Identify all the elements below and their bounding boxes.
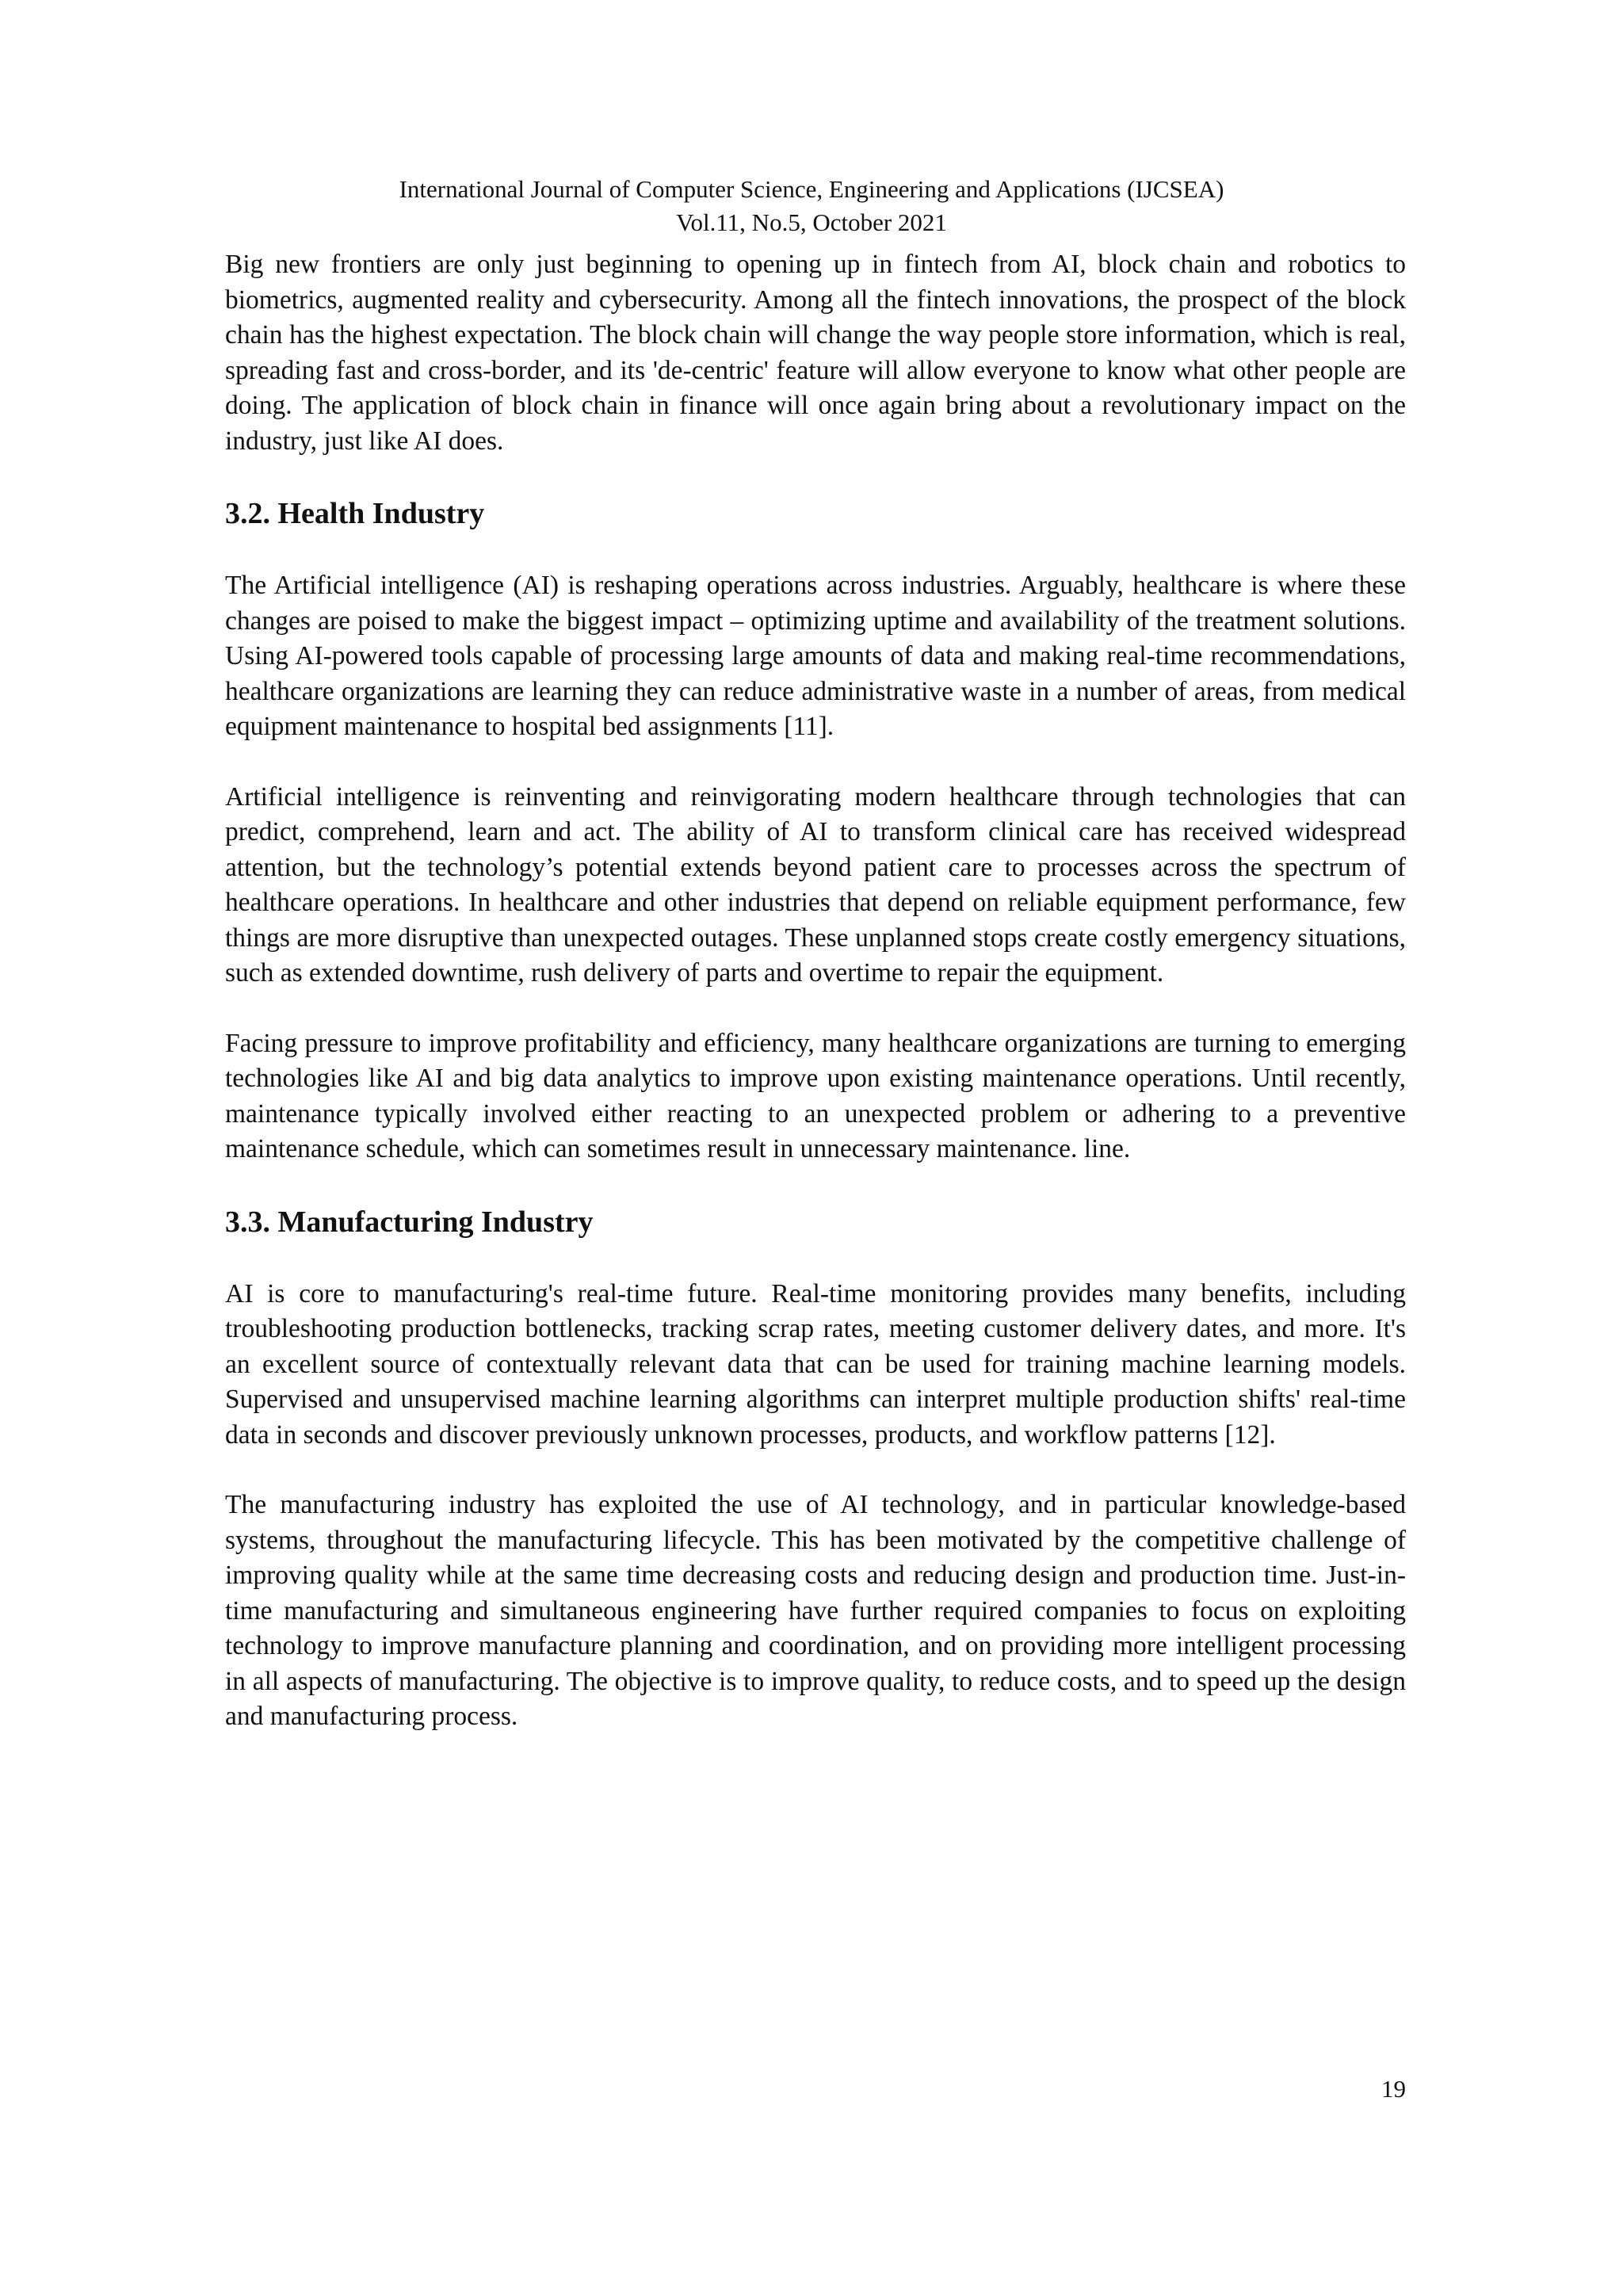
health-paragraph-2: Artificial intelligence is reinventing and reinvigorating modern healthcare through technologies that can predict, comprehend, learn and act. The ability of AI to transform clinical care has received widespread attention, but the technology’s potential extends beyond patient care to processes across the spectrum of healthcare operations. In healthcare and other industries that depend on reliable equipment performance, few things are more disruptive than unexpected outages. These unplanned stops create costly emergency situations, such as extended downtime, rush delivery of parts and overtime to repair the equipment. bbox=[225, 781, 1406, 988]
page-number: 19 bbox=[1381, 2075, 1406, 2103]
section-heading-manufacturing: 3.3. Manufacturing Industry bbox=[225, 1205, 594, 1239]
health-paragraph-3: Facing pressure to improve profitability and efficiency, many healthcare organizations are turning to emerging technologies like AI and big data analytics to improve upon existing maintenance operations. Until recently, maintenance typically involved either reacting to an unexpected problem or adhering to a preventive maintenance schedule, which can sometimes result in unnecessary maintenance. line. bbox=[225, 1028, 1406, 1163]
spacer bbox=[225, 1453, 1406, 1488]
manufacturing-paragraph-2: The manufacturing industry has exploited the use of AI technology, and in particular knowledge-based systems, throughout the manufacturing lifecycle. This has been motivated by the competitive challenge of improving quality while at the same time decreasing costs and reducing design and production time. Just-in-time manufacturing and simultaneous engineering have further required companies to focus on exploiting technology to improve manufacture planning and coordination, and on providing more intelligent processing in all aspects of manufacturing. The objective is to improve quality, to reduce costs, and to speed up the design and manufacturing process. bbox=[225, 1490, 1406, 1731]
spacer bbox=[225, 1167, 1406, 1202]
health-paragraph-1: The Artificial intelligence (AI) is reshaping operations across industries. Arguably, healthcare is where these changes are poised to make the biggest impact – optimizing uptime and availability of the treatment solutions. Using AI-powered tools capable of processing large amounts of data and making real-time recommendations, healthcare organizations are learning they can reduce administrative waste in a number of areas, from medical equipment maintenance to hospital bed assignments [11]. bbox=[225, 571, 1406, 741]
spacer bbox=[225, 745, 1406, 780]
body-text bbox=[225, 247, 1406, 1735]
spacer bbox=[225, 991, 1406, 1026]
journal-issue: Vol.11, No.5, October 2021 bbox=[676, 208, 947, 236]
spacer bbox=[225, 533, 1406, 568]
journal-title: International Journal of Computer Science, Engineering and Applications (IJCSEA) bbox=[399, 175, 1224, 203]
running-header bbox=[0, 173, 1623, 239]
spacer bbox=[225, 459, 1406, 494]
manufacturing-paragraph-1: AI is core to manufacturing's real-time future. Real-time monitoring provides many benefits, including troubleshooting production bottlenecks, tracking scrap rates, meeting customer delivery dates, and more. It's an excellent source of contextually relevant data that can be used for training machine learning models. Supervised and unsupervised machine learning algorithms can interpret multiple production shifts' real-time data in seconds and discover previously unknown processes, products, and workflow patterns [12]. bbox=[225, 1278, 1406, 1450]
section-heading-health: 3.2. Health Industry bbox=[225, 497, 485, 530]
spacer bbox=[225, 1242, 1406, 1277]
intro-paragraph: Big new frontiers are only just beginning to opening up in fintech from AI, block chain and robotics to biometrics, augmented reality and cybersecurity. Among all the fintech innovations, the prospect of the block chain has the highest expectation. The block chain will change the way people store information, which is real, spreading fast and cross-border, and its 'de-centric' feature will allow everyone to know what other people are doing. The application of block chain in finance will once again bring about a revolutionary impact on the industry, just like AI does. bbox=[225, 250, 1406, 456]
